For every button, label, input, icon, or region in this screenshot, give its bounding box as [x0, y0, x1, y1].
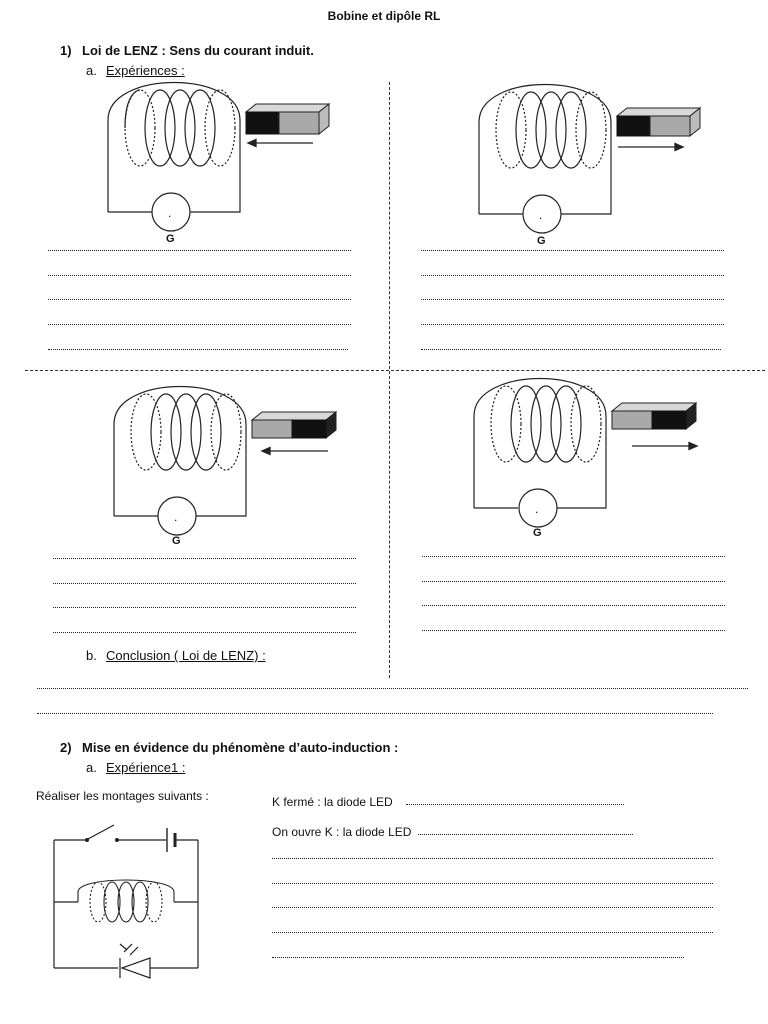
galvanometer-2-symbol: .	[539, 208, 543, 222]
galvanometer-3-symbol: .	[174, 510, 178, 524]
coil-icon	[78, 880, 174, 922]
led-icon	[120, 944, 150, 978]
section-2-heading: Mise en évidence du phénomène d’auto-induction :	[82, 740, 399, 755]
section-1b-label: Conclusion ( Loi de LENZ) :	[106, 648, 266, 663]
galvanometer-4-label: G	[533, 527, 542, 539]
page-title: Bobine et dipôle RL	[327, 9, 441, 23]
section-2a-letter: a.	[86, 760, 97, 775]
section-2a-label: Expérience1 :	[106, 760, 186, 775]
section-1a-label: Expériences :	[106, 63, 185, 78]
k-open-text: On ouvre K : la diode LED	[272, 825, 412, 839]
galvanometer-2-label: G	[537, 235, 546, 247]
section-1-heading: Loi de LENZ : Sens du courant induit.	[82, 43, 314, 58]
switch-contact-2	[115, 838, 119, 842]
galvanometer-1-label: G	[166, 233, 175, 245]
section-1b-letter: b.	[86, 648, 97, 663]
section-2-number: 2)	[60, 740, 72, 755]
section-1a-letter: a.	[86, 63, 97, 78]
section-1-number: 1)	[60, 43, 72, 58]
battery-icon	[167, 828, 175, 852]
galvanometer-1-symbol: .	[168, 206, 172, 220]
instruction-text: Réaliser les montages suivants :	[36, 789, 209, 803]
galvanometer-4-symbol: .	[535, 502, 539, 516]
k-closed-text: K fermé : la diode LED	[272, 795, 393, 809]
switch-contact-1	[85, 838, 89, 842]
galvanometer-3-label: G	[172, 535, 181, 547]
switch-k	[88, 825, 114, 839]
